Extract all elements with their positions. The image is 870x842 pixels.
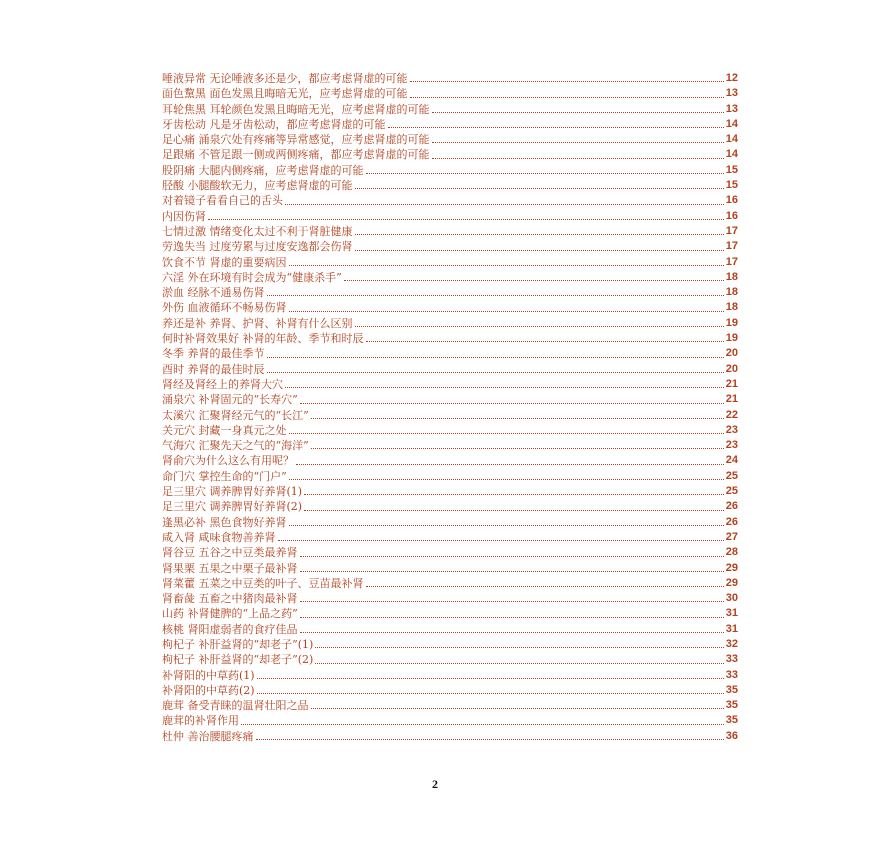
toc-entry-title: 淤血 经脉不通易伤肾	[162, 286, 265, 300]
toc-entry-page: 14	[725, 148, 738, 161]
table-of-contents	[162, 71, 738, 744]
toc-entry-title: 何时补肾效果好 补肾的年龄、季节和时辰	[162, 332, 364, 346]
toc-leader-dots	[278, 540, 724, 541]
toc-entry-title: 养还是补 养肾、护肾、补肾有什么区别	[162, 316, 353, 330]
toc-entry-page: 18	[725, 301, 738, 314]
toc-entry-page: 24	[725, 454, 738, 467]
toc-entry-page: 36	[725, 729, 738, 742]
toc-entry-title: 补肾阳的中草药(2)	[162, 683, 255, 697]
toc-entry[interactable]	[162, 606, 738, 621]
toc-entry-page: 35	[725, 714, 738, 727]
toc-leader-dots	[300, 601, 724, 602]
toc-leader-dots	[388, 127, 724, 128]
toc-entry[interactable]	[162, 698, 738, 713]
toc-entry[interactable]	[162, 270, 738, 285]
toc-entry[interactable]	[162, 622, 738, 637]
toc-leader-dots	[289, 525, 724, 526]
toc-leader-dots	[300, 632, 724, 633]
toc-entry[interactable]	[162, 392, 738, 407]
toc-entry-page: 35	[725, 699, 738, 712]
toc-entry[interactable]	[162, 729, 738, 744]
toc-entry-title: 面色黧黑 面色发黑且晦暗无光，应考虑肾虚的可能	[162, 87, 408, 101]
toc-entry-title: 七情过激 情绪变化太过不利于肾脏健康	[162, 224, 353, 238]
toc-entry[interactable]	[162, 178, 738, 193]
toc-entry-page: 20	[725, 362, 738, 375]
toc-leader-dots	[304, 510, 724, 511]
toc-entry[interactable]	[162, 117, 738, 132]
toc-entry-page: 23	[725, 423, 738, 436]
toc-entry[interactable]	[162, 423, 738, 438]
toc-leader-dots	[355, 250, 724, 251]
toc-entry[interactable]	[162, 209, 738, 224]
toc-entry-title: 胫酸 小腿酸软无力，应考虑肾虚的可能	[162, 179, 353, 193]
toc-entry-title: 枸杞子 补肝益肾的“却老子”(2)	[162, 653, 314, 667]
toc-entry-title: 鹿茸的补肾作用	[162, 714, 239, 728]
toc-entry-title: 关元穴 封藏一身真元之处	[162, 423, 287, 437]
toc-entry-page: 31	[725, 622, 738, 635]
toc-entry-title: 足三里穴 调养脾胃好养肾(1)	[162, 485, 303, 499]
toc-entry[interactable]	[162, 239, 738, 254]
toc-entry[interactable]	[162, 652, 738, 667]
toc-entry-title: 股阴痛 大腿内侧疼痛，应考虑肾虚的可能	[162, 163, 364, 177]
toc-entry[interactable]	[162, 147, 738, 162]
toc-entry-title: 枸杞子 补肝益肾的“却老子”(1)	[162, 637, 314, 651]
toc-entry-title: 肾果栗 五果之中栗子最补肾	[162, 561, 298, 575]
toc-entry[interactable]	[162, 132, 738, 147]
toc-leader-dots	[208, 219, 724, 220]
toc-entry-title: 补肾阳的中草药(1)	[162, 668, 255, 682]
toc-leader-dots	[256, 739, 724, 740]
toc-leader-dots	[410, 97, 724, 98]
toc-leader-dots	[267, 295, 724, 296]
toc-entry-title: 杜仲 善治腰腿疼痛	[162, 729, 254, 743]
toc-entry-title: 足跟痛 不管足跟一侧或两侧疼痛，都应考虑肾虚的可能	[162, 148, 430, 162]
toc-entry-title: 气海穴 汇聚先天之气的“海洋”	[162, 439, 309, 453]
toc-entry[interactable]	[162, 224, 738, 239]
toc-entry-page: 12	[725, 72, 738, 84]
toc-leader-dots	[315, 647, 723, 648]
toc-entry-page: 17	[725, 255, 738, 268]
toc-entry-title: 逢黑必补 黑色食物好养肾	[162, 515, 287, 529]
toc-entry-title: 耳轮焦黑 耳轮颜色发黑且晦暗无光，应考虑肾虚的可能	[162, 102, 430, 116]
toc-entry-title: 内因伤肾	[162, 209, 206, 223]
toc-entry-page: 35	[725, 683, 738, 696]
toc-entry-title: 牙齿松动 凡是牙齿松动，都应考虑肾虚的可能	[162, 117, 386, 131]
toc-leader-dots	[410, 81, 724, 82]
toc-entry[interactable]	[162, 576, 738, 591]
toc-entry[interactable]	[162, 377, 738, 392]
toc-leader-dots	[285, 387, 724, 388]
toc-entry-page: 19	[725, 332, 738, 345]
toc-entry-title: 足三里穴 调养脾胃好养肾(2)	[162, 500, 303, 514]
toc-entry[interactable]	[162, 438, 738, 453]
toc-entry[interactable]	[162, 453, 738, 468]
toc-entry[interactable]	[162, 637, 738, 652]
toc-entry[interactable]	[162, 86, 738, 101]
toc-entry-page: 13	[725, 102, 738, 115]
toc-entry[interactable]	[162, 300, 738, 315]
toc-entry[interactable]	[162, 163, 738, 178]
toc-leader-dots	[315, 663, 723, 664]
toc-entry-page: 21	[725, 393, 738, 406]
toc-entry-page: 21	[725, 377, 738, 390]
toc-entry-title: 命门穴 掌控生命的“门户”	[162, 469, 287, 483]
toc-leader-dots	[366, 173, 724, 174]
toc-entry-page: 31	[725, 607, 738, 620]
toc-entry-title: 肾俞穴为什么这么有用呢？	[162, 454, 294, 468]
toc-entry-title: 涌泉穴 补肾固元的“长寿穴”	[162, 393, 298, 407]
toc-entry-page: 17	[725, 224, 738, 237]
toc-entry[interactable]	[162, 683, 738, 698]
toc-entry-title: 酉时 养肾的最佳时辰	[162, 362, 265, 376]
toc-entry-title: 唾液异常 无论唾液多还是少，都应考虑肾虚的可能	[162, 72, 408, 85]
toc-leader-dots	[257, 678, 724, 679]
toc-leader-dots	[432, 112, 724, 113]
toc-entry-page: 32	[725, 637, 738, 650]
toc-entry[interactable]	[162, 331, 738, 346]
toc-leader-dots	[355, 188, 724, 189]
toc-entry-page: 26	[725, 515, 738, 528]
toc-entry-title: 山药 补肾健脾的“上品之药”	[162, 607, 298, 621]
toc-entry[interactable]	[162, 561, 738, 576]
toc-entry-title: 冬季 养肾的最佳季节	[162, 347, 265, 361]
toc-leader-dots	[355, 326, 724, 327]
toc-leader-dots	[285, 204, 724, 205]
toc-entry[interactable]	[162, 668, 738, 683]
toc-entry-title: 六淫 外在环境有时会成为“健康杀手”	[162, 270, 342, 284]
toc-entry-title: 足心痛 涌泉穴处有疼痛等异常感觉，应考虑肾虚的可能	[162, 133, 430, 147]
toc-entry-page: 17	[725, 240, 738, 253]
toc-entry-title: 肾谷豆 五谷之中豆类最养肾	[162, 546, 298, 560]
toc-entry-page: 20	[725, 347, 738, 360]
toc-leader-dots	[296, 464, 724, 465]
page-number: 2	[432, 777, 438, 791]
toc-entry-title: 对着镜子看看自己的舌头	[162, 194, 283, 208]
toc-leader-dots	[267, 372, 724, 373]
toc-leader-dots	[289, 433, 724, 434]
toc-leader-dots	[257, 693, 724, 694]
toc-entry-page: 22	[725, 408, 738, 421]
toc-entry-title: 饮食不节 肾虚的重要病因	[162, 255, 287, 269]
toc-entry-page: 30	[725, 592, 738, 605]
toc-entry-page: 25	[725, 485, 738, 498]
toc-entry-page: 18	[725, 286, 738, 299]
toc-entry-page: 18	[725, 270, 738, 283]
toc-leader-dots	[241, 724, 724, 725]
toc-entry-title: 肾畜彘 五畜之中猪肉最补肾	[162, 592, 298, 606]
toc-entry-page: 14	[725, 133, 738, 146]
toc-leader-dots	[432, 158, 724, 159]
toc-leader-dots	[289, 265, 724, 266]
toc-leader-dots	[289, 311, 724, 312]
toc-entry[interactable]	[162, 484, 738, 499]
toc-entry-page: 19	[725, 316, 738, 329]
toc-leader-dots	[432, 142, 724, 143]
toc-entry[interactable]	[162, 515, 738, 530]
toc-leader-dots	[267, 357, 724, 358]
toc-entry-title: 咸入肾 咸味食物善养肾	[162, 530, 276, 544]
toc-entry[interactable]	[162, 316, 738, 331]
toc-entry[interactable]	[162, 591, 738, 606]
toc-leader-dots	[344, 280, 724, 281]
toc-entry[interactable]	[162, 255, 738, 270]
toc-leader-dots	[311, 708, 724, 709]
toc-leader-dots	[311, 418, 724, 419]
toc-entry[interactable]	[162, 285, 738, 300]
toc-entry-title: 外伤 血液循环不畅易伤肾	[162, 301, 287, 315]
toc-entry-page: 28	[725, 546, 738, 559]
toc-entry[interactable]	[162, 545, 738, 560]
toc-leader-dots	[311, 448, 724, 449]
toc-entry-page: 16	[725, 209, 738, 222]
toc-entry[interactable]	[162, 530, 738, 545]
toc-entry-page: 29	[725, 561, 738, 574]
toc-entry-title: 肾经及肾经上的养肾大穴	[162, 377, 283, 391]
toc-entry-page: 14	[725, 117, 738, 130]
toc-entry-title: 核桃 肾阳虚弱者的食疗佳品	[162, 622, 298, 636]
toc-entry-page: 13	[725, 87, 738, 100]
toc-entry-title: 太溪穴 汇聚肾经元气的“长江”	[162, 408, 309, 422]
toc-entry-page: 26	[725, 500, 738, 513]
toc-leader-dots	[300, 571, 724, 572]
toc-entry-page: 33	[725, 668, 738, 681]
toc-entry-title: 肾菜藿 五菜之中豆类的叶子、豆苗最补肾	[162, 576, 364, 590]
toc-entry-page: 25	[725, 469, 738, 482]
toc-entry-page: 15	[725, 179, 738, 192]
toc-entry-page: 33	[725, 653, 738, 666]
toc-leader-dots	[289, 479, 724, 480]
toc-entry[interactable]	[162, 469, 738, 484]
toc-entry-page: 16	[725, 194, 738, 207]
toc-entry[interactable]	[162, 102, 738, 117]
toc-entry-title: 鹿茸 备受青睐的温肾壮阳之品	[162, 699, 309, 713]
toc-leader-dots	[300, 403, 724, 404]
toc-entry[interactable]	[162, 713, 738, 728]
toc-leader-dots	[366, 341, 724, 342]
toc-leader-dots	[355, 234, 724, 235]
toc-entry-page: 27	[725, 530, 738, 543]
toc-entry[interactable]	[162, 362, 738, 377]
toc-leader-dots	[300, 617, 724, 618]
toc-entry[interactable]	[162, 71, 738, 86]
toc-entry-page: 15	[725, 163, 738, 176]
toc-entry-page: 29	[725, 576, 738, 589]
toc-entry-title: 劳逸失当 过度劳累与过度安逸都会伤肾	[162, 240, 353, 254]
toc-entry[interactable]	[162, 408, 738, 423]
toc-leader-dots	[304, 494, 724, 495]
toc-entry[interactable]	[162, 193, 738, 208]
toc-entry[interactable]	[162, 499, 738, 514]
toc-leader-dots	[366, 586, 724, 587]
toc-entry-page: 23	[725, 439, 738, 452]
toc-leader-dots	[300, 556, 724, 557]
toc-entry[interactable]	[162, 346, 738, 361]
